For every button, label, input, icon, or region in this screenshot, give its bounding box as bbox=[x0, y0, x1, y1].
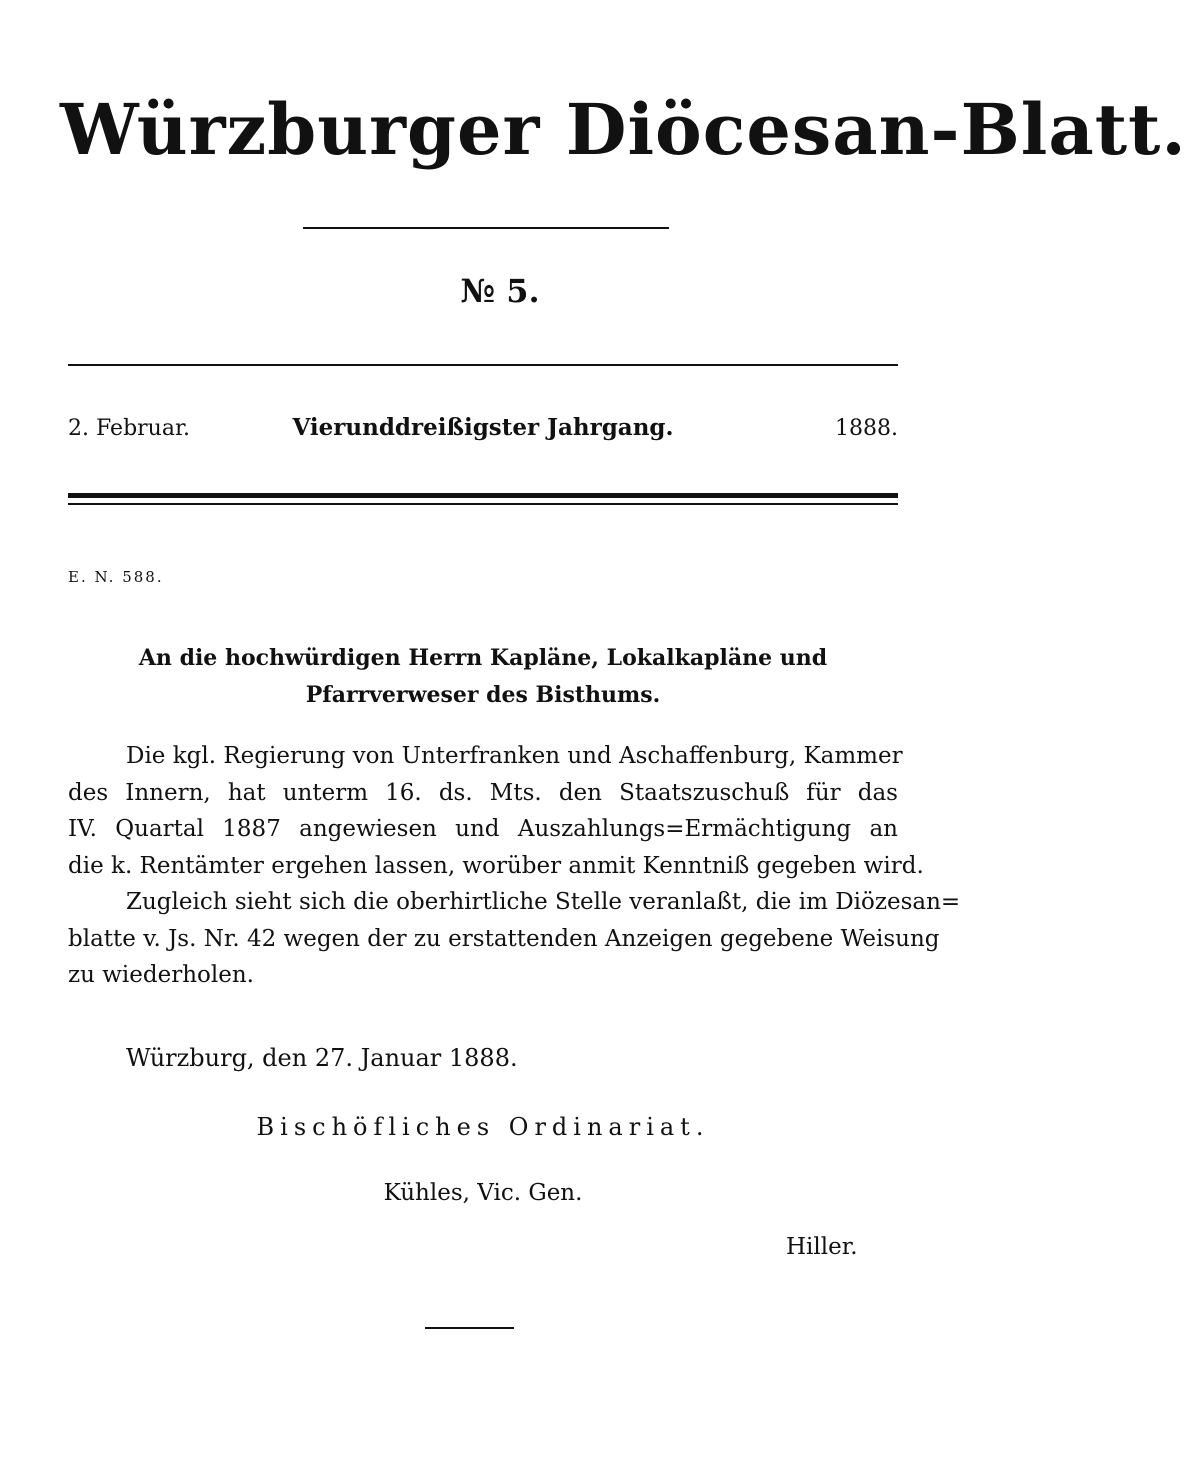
signature-vicar-general: Kühles, Vic. Gen. bbox=[383, 1180, 583, 1206]
body-line: Zugleich sieht sich die oberhirtliche Stelle veranlaßt, die im Diözesan= bbox=[126, 889, 961, 915]
body-line: blatte v. Js. Nr. 42 wegen der zu erstattenden Anzeigen gegebene Weisung bbox=[68, 925, 940, 952]
signature-secretary: Hiller. bbox=[786, 1234, 858, 1260]
issuing-office: Bischöfliches Ordinariat. bbox=[256, 1113, 710, 1141]
reference-number: E. N. 588. bbox=[68, 568, 164, 586]
dateline-top-rule bbox=[68, 364, 898, 366]
masthead-divider bbox=[303, 227, 669, 229]
addressee-heading bbox=[68, 640, 898, 714]
issue-year: 1888. bbox=[835, 416, 898, 441]
issue-number: № 5. bbox=[460, 272, 540, 310]
dateline-bottom-rule-thin bbox=[68, 503, 898, 505]
masthead-title: Würzburger Diöcesan-Blatt. bbox=[60, 88, 1187, 171]
end-divider bbox=[425, 1327, 514, 1329]
dateline-bottom-rule-thick bbox=[68, 493, 898, 498]
addressee-line: Pfarrverweser des Bisthums. bbox=[305, 682, 661, 708]
dateline bbox=[68, 412, 898, 452]
body-line: IV. Quartal 1887 angewiesen und Auszahlungs=Ermächtigung an bbox=[68, 816, 898, 842]
place-and-date: Würzburg, den 27. Januar 1888. bbox=[126, 1044, 518, 1072]
body-line: Die kgl. Regierung von Unterfranken und Aschaffenburg, Kammer bbox=[126, 743, 903, 769]
addressee-line: An die hochwürdigen Herrn Kapläne, Lokalkapläne und bbox=[138, 645, 828, 671]
notice-body bbox=[68, 738, 961, 994]
body-line: des Innern, hat unterm 16. ds. Mts. den Staatszuschuß für das bbox=[68, 779, 898, 806]
body-line: die k. Rentämter ergehen lassen, worüber anmit Kenntniß gegeben wird. bbox=[68, 852, 924, 879]
body-line: zu wiederholen. bbox=[68, 962, 254, 988]
volume-label: Vierunddreißigster Jahrgang. bbox=[292, 414, 674, 441]
issue-date: 2. Februar. bbox=[68, 416, 191, 441]
